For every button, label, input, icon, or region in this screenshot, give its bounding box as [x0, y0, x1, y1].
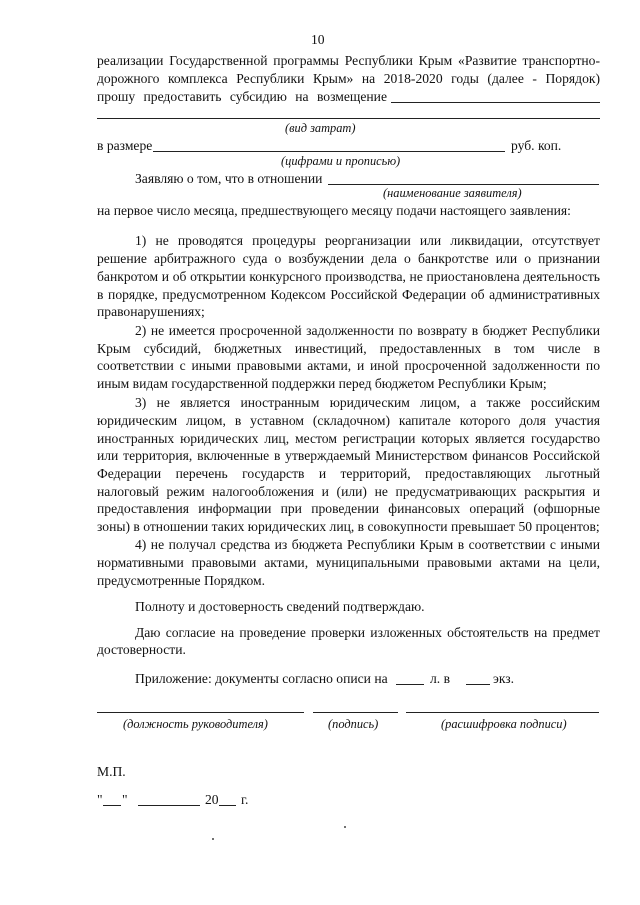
date-quote-close: "	[122, 792, 128, 807]
p1-line: банкротом и об открытии конкурсного производства, не приостановлена деятельность	[97, 269, 600, 284]
signature-field[interactable]	[313, 712, 398, 713]
p4-line: нормативными правовыми актами, муниципальными правовыми актами на цели,	[97, 555, 600, 570]
expense-field-line-2[interactable]	[97, 118, 600, 119]
p3-line: или территория, включенные в утверждаемый Министерством финансов Российской	[97, 448, 600, 463]
first-day-text: на первое число месяца, предшествующего месяцу подачи настоящего заявления:	[97, 203, 571, 218]
caption-decoding: (расшифровка подписи)	[441, 717, 567, 731]
p3-line: юридическим лицом, в уставном (складочном) капитале которого доля участия	[97, 413, 600, 428]
caption-amount: (цифрами и прописью)	[281, 154, 401, 168]
p2-line: соответствии с иными правовыми актами, и иной просроченной задолженности по	[97, 358, 600, 373]
scan-speck	[212, 838, 214, 840]
caption-expense-type: (вид затрат)	[285, 121, 356, 135]
p1-line: правонарушениях;	[97, 304, 205, 319]
decoding-field[interactable]	[406, 712, 599, 713]
caption-applicant: (наименование заявителя)	[383, 186, 522, 200]
date-year-field[interactable]	[219, 805, 236, 806]
scan-speck	[344, 826, 346, 828]
p2-line: Крым субсидий, бюджетных инвестиций, предоставленных в том числе в	[97, 341, 600, 356]
position-field[interactable]	[97, 712, 304, 713]
caption-signature: (подпись)	[328, 717, 379, 731]
p4-line: предусмотренные Порядком.	[97, 573, 265, 588]
intro-line-3: прошу предоставить субсидию на возмещение	[97, 89, 387, 104]
p3-line: Федерации перечень государств и территорий, предоставляющих льготный	[97, 466, 600, 481]
amount-prefix: в размере	[97, 138, 153, 153]
p3-line: налоговый режим налогообложения и (или) не предусматривающих раскрытия и	[97, 484, 600, 499]
attachment-copies-field[interactable]	[466, 684, 490, 685]
p2-line: иным видам государственной поддержки перед бюджетом Республики Крым;	[97, 376, 547, 391]
amount-suffix: руб. коп.	[511, 138, 562, 153]
consent-line-1: Даю согласие на проведение проверки изложенных обстоятельств на предмет	[135, 625, 600, 640]
date-month-field[interactable]	[138, 805, 200, 806]
attachment-sheets-field[interactable]	[396, 684, 424, 685]
confirm-text: Полноту и достоверность сведений подтверждаю.	[135, 599, 425, 614]
attachment-text-b: л. в	[430, 671, 450, 686]
p3-line: предоставления информации при проведении финансовых операций (офшорные	[97, 501, 600, 516]
declare-text: Заявляю о том, что в отношении	[135, 171, 323, 186]
stamp-placeholder: М.П.	[97, 764, 126, 779]
caption-position: (должность руководителя)	[123, 717, 268, 731]
expense-field[interactable]	[391, 102, 600, 103]
p4-line: 4) не получал средства из бюджета Республики Крым в соответствии с иными	[135, 537, 600, 552]
intro-line-2: дорожного комплекса Республики Крым» на 2018-2020 годы (далее - Порядок)	[97, 71, 600, 86]
p3-line: иностранных юридических лиц, местом регистрации которых является государство	[97, 431, 600, 446]
attachment-text: Приложение: документы согласно описи на	[135, 671, 388, 686]
intro-line-1: реализации Государственной программы Республики Крым «Развитие транспортно-	[97, 53, 600, 68]
p1-line: решение арбитражного суда о возбуждении дела о банкротстве или о признании	[97, 251, 600, 266]
date-quote-open: "	[97, 792, 103, 807]
p3-line: 3) не является иностранным юридическим лицом, а также российским	[135, 395, 600, 410]
date-day-field[interactable]	[103, 805, 121, 806]
attachment-text-c: экз.	[493, 671, 515, 686]
date-year-suffix: г.	[241, 792, 249, 807]
p2-line: 2) не имеется просроченной задолженности по возврату в бюджет Республики	[135, 323, 600, 338]
p1-line: в порядке, предусмотренном Кодексом Российской Федерации об административных	[97, 287, 600, 302]
page-number: 10	[311, 32, 325, 47]
amount-field[interactable]	[153, 151, 505, 152]
consent-line-2: достоверности.	[97, 642, 186, 657]
date-year-prefix: 20	[205, 792, 219, 807]
p1-line: 1) не проводятся процедуры реорганизации или ликвидации, отсутствует	[135, 233, 600, 248]
p3-line: зоны) в отношении таких юридических лиц, в совокупности превышает 50 процентов;	[97, 519, 600, 534]
